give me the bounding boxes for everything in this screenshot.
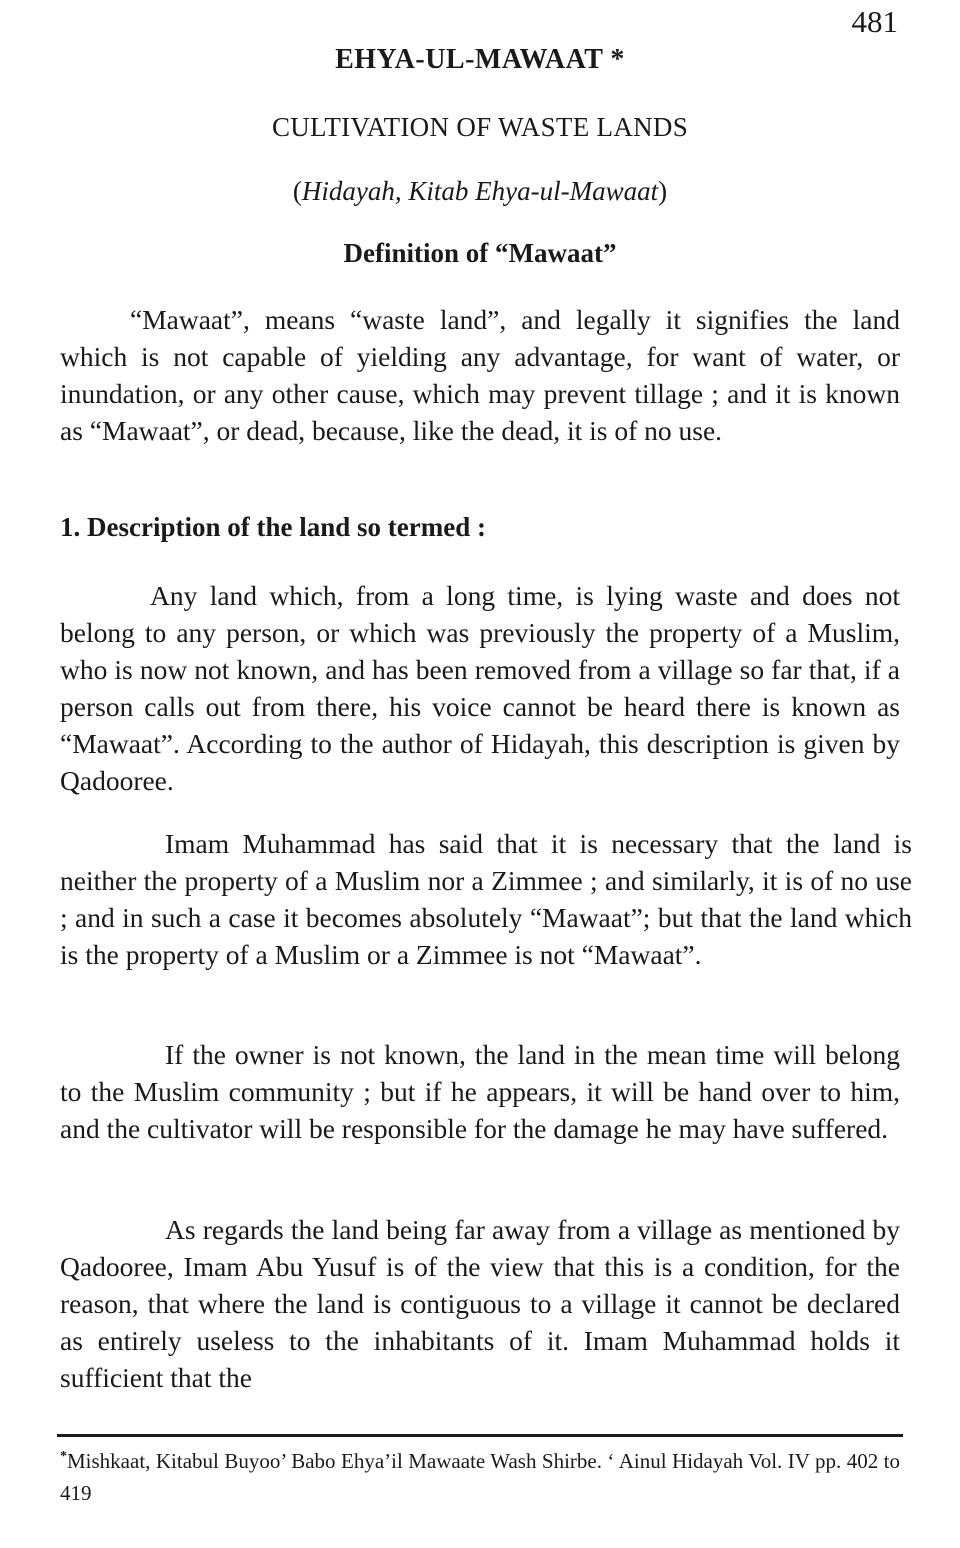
footnote-divider [57, 1434, 903, 1437]
chapter-title: EHYA-UL-MAWAAT * [335, 44, 625, 75]
source-citation [0, 176, 960, 207]
footnote-mark: * [60, 1449, 67, 1464]
paragraph-imam-muhammad: Imam Muhammad has said that it is necessary that the land is neither the property of a Muslim nor a Zimmee ; and similarly, it is of no use ; and in such a case it becomes absolutely “Mawaat”; but that the land which is the property of a Muslim or a Zimmee is not “Mawaat”. [60, 828, 912, 970]
paragraph-regards: As regards the land being far away from a village as mentioned by Qadooree, Imam Abu Yusuf is of the view that this is a condition, for the reason, that where the land is contiguous to a village it cannot be declared as entirely useless to the inhabitants of it. Imam Muhammad holds it sufficient that the [60, 1214, 900, 1393]
footnote [60, 1441, 900, 1509]
source-close-paren: ) [658, 176, 668, 206]
paragraph-owner: If the owner is not known, the land in the mean time will belong to the Muslim community ; but if he appears, it will be hand over to him, and the cultivator will be responsible for the damage he may have suffered. [60, 1039, 900, 1144]
paragraph-description: Any land which, from a long time, is lying waste and does not belong to any person, or which was previously the property of a Muslim, who is now not known, and has been removed from a village so far that, if a person calls out from there, his voice cannot be heard there is known as “Mawaat”. According to the author of Hidayah, this description is given by Qadooree. [60, 580, 900, 796]
footnote-text: Mishkaat, Kitabul Buyoo’ Babo Ehya’il Mawaate Wash Shirbe. ‘ Ainul Hidayah Vol. IV pp. 402 to 419 [60, 1449, 900, 1505]
section-heading-description: 1. Description of the land so termed : [60, 512, 486, 542]
source-open-paren: ( [292, 176, 302, 206]
source-italic-text: Hidayah, Kitab Ehya-ul-Mawaat [301, 176, 659, 206]
page-number: 481 [851, 4, 898, 39]
definition-heading: Definition of “Mawaat” [343, 238, 617, 268]
chapter-subtitle: CULTIVATION OF WASTE LANDS [271, 112, 689, 142]
paragraph-definition: “Mawaat”, means “waste land”, and legally it signifies the land which is not capable of yielding any advantage, for want of water, or inundation, or any other cause, which may prevent tillage ; and it is known as “Mawaat”, or dead, because, like the dead, it is of no use. [60, 304, 900, 446]
